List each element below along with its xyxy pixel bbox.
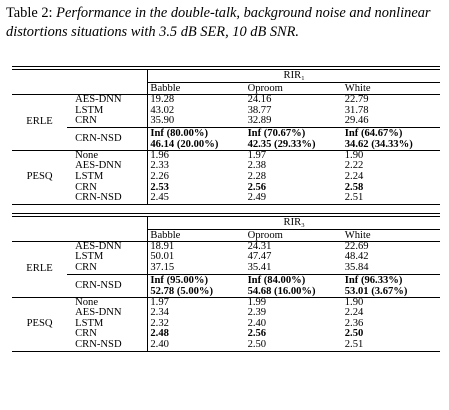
method-cell: AES-DNN: [67, 241, 148, 252]
group-label: ERLE: [12, 241, 67, 297]
value-cell: 42.35 (29.33%): [247, 138, 316, 150]
value-cell: 22.69: [343, 241, 440, 252]
value-cell: 34.62 (34.33%): [344, 138, 413, 150]
caption-label: Table 2:: [6, 5, 53, 21]
value-cell: 2.50: [247, 338, 267, 350]
value-cell: 35.90: [150, 115, 175, 127]
value-cell: 2.26: [150, 170, 169, 182]
method-cell: CRN-NSD: [67, 274, 148, 297]
column-header: White: [343, 83, 440, 95]
value-cell: 1.97: [148, 297, 246, 308]
method-cell: CRN: [67, 116, 148, 127]
value-cell: 35.84: [344, 261, 369, 273]
method-cell: None: [67, 297, 148, 308]
value-cell: 1.96: [148, 150, 246, 161]
value-cell: 2.50: [344, 328, 364, 340]
method-cell: AES-DNN: [67, 161, 148, 172]
table-row: [12, 340, 440, 351]
rir-header-row: [12, 70, 440, 83]
corner-cell: [12, 217, 67, 230]
table-spacer: [12, 205, 440, 215]
table-caption: [6, 4, 446, 42]
value-cell: 2.56: [247, 328, 267, 340]
value-cell: 24.16: [246, 95, 343, 106]
rir-label: RIR₃: [283, 216, 305, 228]
method-cell: AES-DNN: [67, 308, 148, 319]
value-cell: 2.49: [247, 192, 267, 204]
value-cell: 53.01 (3.67%): [344, 285, 408, 297]
value-cell: Inf (70.67%): [246, 127, 343, 139]
value-cell: 2.38: [247, 160, 267, 172]
method-cell: CRN-NSD: [67, 127, 148, 150]
table-row: [12, 263, 440, 274]
value-cell: 2.58: [344, 181, 364, 193]
value-cell: Inf (95.00%): [148, 274, 246, 286]
group-label: ERLE: [12, 95, 67, 151]
corner-cell: [12, 229, 67, 241]
method-cell: None: [67, 150, 148, 161]
value-cell: 46.14 (20.00%): [150, 138, 219, 150]
table-row: [12, 127, 440, 139]
group-label: PESQ: [12, 297, 67, 351]
rir-label: RIR₁: [283, 70, 305, 81]
caption-text: Performance in the double-talk, background noise and nonlinear distortions situations with 3.5 dB SER, 10 dB SNR.: [6, 5, 431, 40]
method-cell: CRN: [67, 263, 148, 274]
value-cell: 48.42: [344, 251, 369, 263]
value-cell: 2.56: [247, 181, 267, 193]
value-cell: 2.24: [344, 170, 364, 182]
value-cell: 37.15: [150, 261, 175, 273]
value-cell: 24.31: [246, 241, 343, 252]
value-cell: 1.99: [246, 297, 343, 308]
method-cell: CRN: [67, 329, 148, 340]
corner-cell: [67, 217, 148, 230]
corner-cell: [12, 70, 67, 83]
value-cell: 31.78: [344, 104, 369, 116]
value-cell: 2.39: [247, 307, 267, 319]
method-cell: LSTM: [67, 106, 148, 117]
value-cell: Inf (96.33%): [343, 274, 440, 286]
column-header: Babble: [148, 229, 246, 241]
method-cell: LSTM: [67, 252, 148, 263]
method-cell: CRN-NSD: [67, 340, 148, 351]
value-cell: 2.45: [150, 192, 169, 204]
table-row: [12, 95, 440, 106]
corner-cell: [67, 70, 148, 83]
value-cell: 38.77: [247, 104, 272, 116]
value-cell: Inf (64.67%): [343, 127, 440, 139]
value-cell: Inf (84.00%): [246, 274, 343, 286]
value-cell: 1.90: [343, 297, 440, 308]
column-header: Oproom: [246, 83, 343, 95]
value-cell: 2.53: [150, 181, 169, 193]
value-cell: 2.24: [344, 307, 364, 319]
value-cell: 50.01: [150, 251, 175, 263]
column-header-row: [12, 83, 440, 95]
value-cell: 2.33: [150, 160, 169, 172]
value-cell: 2.51: [344, 338, 364, 350]
value-cell: 2.22: [344, 160, 364, 172]
column-header: Babble: [148, 83, 246, 95]
value-cell: 2.48: [150, 328, 169, 340]
method-cell: CRN-NSD: [67, 193, 148, 204]
method-cell: CRN: [67, 183, 148, 194]
value-cell: 18.91: [148, 241, 246, 252]
method-cell: LSTM: [67, 319, 148, 330]
rir-header-row: [12, 217, 440, 230]
value-cell: Inf (80.00%): [148, 127, 246, 139]
column-header: Oproom: [246, 229, 343, 241]
group-label: PESQ: [12, 150, 67, 204]
value-cell: 2.32: [150, 317, 169, 329]
value-cell: 19.28: [148, 95, 246, 106]
value-cell: 2.51: [344, 192, 364, 204]
value-cell: 32.89: [247, 115, 272, 127]
value-cell: 2.40: [150, 338, 169, 350]
value-cell: 35.41: [247, 261, 272, 273]
value-cell: 1.90: [343, 150, 440, 161]
column-header-row: [12, 229, 440, 241]
table-row: [12, 116, 440, 127]
table-row: [12, 274, 440, 286]
value-cell: 1.97: [246, 150, 343, 161]
table-row: [12, 172, 440, 183]
table-bottom-rule: [12, 351, 440, 352]
value-cell: 54.68 (16.00%): [247, 285, 316, 297]
table-row: [12, 193, 440, 204]
spacer-cell: [12, 205, 440, 215]
value-cell: 47.47: [247, 251, 272, 263]
value-cell: 2.40: [247, 317, 267, 329]
value-cell: 2.34: [150, 307, 169, 319]
results-table: [12, 66, 440, 352]
value-cell: 52.78 (5.00%): [150, 285, 214, 297]
value-cell: 22.79: [343, 95, 440, 106]
value-cell: 2.28: [247, 170, 267, 182]
bottom-rule-cell: [12, 351, 440, 352]
corner-cell: [67, 229, 148, 241]
method-cell: AES-DNN: [67, 95, 148, 106]
corner-cell: [67, 83, 148, 95]
value-cell: 2.36: [344, 317, 364, 329]
method-cell: LSTM: [67, 172, 148, 183]
value-cell: 29.46: [344, 115, 369, 127]
value-cell: 43.02: [150, 104, 175, 116]
column-header: White: [343, 229, 440, 241]
corner-cell: [12, 83, 67, 95]
